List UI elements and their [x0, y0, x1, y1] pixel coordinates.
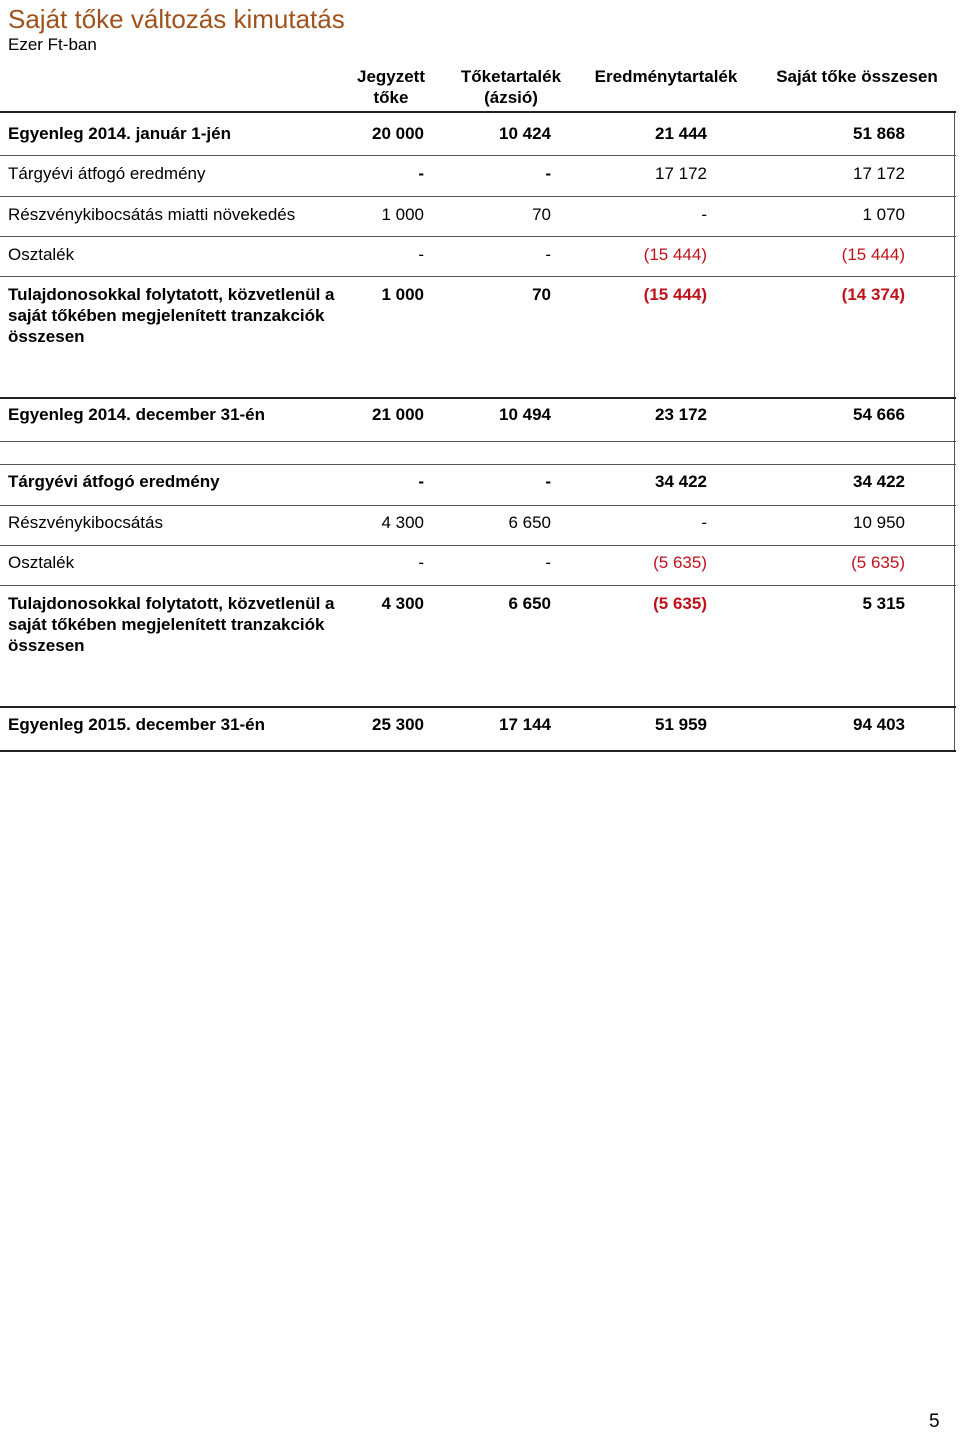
cell-eredmenytartalek: - [701, 513, 707, 532]
cell-toketartalek: 10 424 [499, 124, 551, 143]
divider [0, 750, 956, 752]
header-toketartalek: Tőketartalék (ázsió) [460, 67, 562, 107]
cell-toketartalek: 17 144 [499, 715, 551, 734]
cell-jegyzett-toke: - [418, 164, 424, 183]
cell-toketartalek: 6 650 [508, 594, 551, 613]
cell-toketartalek: - [545, 164, 551, 183]
cell-sajat-toke-osszesen: (14 374) [841, 285, 905, 304]
cell-eredmenytartalek: 34 422 [655, 472, 707, 491]
cell-toketartalek: - [545, 472, 551, 491]
cell-sajat-toke-osszesen: 51 868 [853, 124, 905, 143]
cell-jegyzett-toke: - [418, 553, 424, 572]
row-label: Osztalék [8, 245, 75, 264]
cell-toketartalek: 10 494 [499, 405, 551, 424]
cell-jegyzett-toke: - [418, 472, 424, 491]
row-label: Részvénykibocsátás [8, 513, 163, 532]
cell-sajat-toke-osszesen: (5 635) [851, 553, 905, 572]
row-label: Egyenleg 2014. december 31-én [8, 405, 266, 424]
row-label: Tárgyévi átfogó eredmény [8, 164, 206, 183]
cell-jegyzett-toke: 25 300 [372, 715, 424, 734]
cell-eredmenytartalek: (15 444) [643, 285, 707, 304]
cell-sajat-toke-osszesen: 5 315 [862, 594, 905, 613]
cell-eredmenytartalek: (15 444) [643, 245, 707, 264]
row-label: Részvénykibocsátás miatti növekedés [8, 205, 296, 224]
header-jegyzett-toke: Jegyzett tőke [356, 67, 426, 107]
cell-jegyzett-toke: 4 300 [381, 513, 424, 532]
divider [0, 111, 956, 113]
cell-sajat-toke-osszesen: 54 666 [853, 405, 905, 424]
cell-jegyzett-toke: 1 000 [381, 285, 424, 304]
divider [0, 505, 956, 506]
cell-sajat-toke-osszesen: 94 403 [853, 715, 905, 734]
page-title: Saját tőke változás kimutatás [8, 4, 345, 34]
cell-eredmenytartalek: 51 959 [655, 715, 707, 734]
divider [0, 155, 956, 156]
cell-eredmenytartalek: - [701, 205, 707, 224]
cell-toketartalek: - [545, 553, 551, 572]
divider [0, 464, 956, 465]
cell-toketartalek: 70 [532, 205, 551, 224]
cell-jegyzett-toke: 4 300 [381, 594, 424, 613]
cell-toketartalek: 70 [532, 285, 551, 304]
row-label: Egyenleg 2015. december 31-én [8, 715, 266, 734]
cell-sajat-toke-osszesen: 1 070 [862, 205, 905, 224]
page-number: 5 [929, 1411, 940, 1432]
cell-jegyzett-toke: 20 000 [372, 124, 424, 143]
cell-toketartalek: 6 650 [508, 513, 551, 532]
cell-sajat-toke-osszesen: (15 444) [841, 245, 905, 264]
cell-jegyzett-toke: - [418, 245, 424, 264]
cell-eredmenytartalek: (5 635) [653, 594, 707, 613]
divider [0, 196, 956, 197]
cell-eredmenytartalek: 23 172 [655, 405, 707, 424]
divider [0, 397, 956, 399]
cell-jegyzett-toke: 21 000 [372, 405, 424, 424]
row-label: Osztalék [8, 553, 75, 572]
cell-jegyzett-toke: 1 000 [381, 205, 424, 224]
row-label: Egyenleg 2014. január 1-jén [8, 124, 231, 143]
cell-sajat-toke-osszesen: 10 950 [853, 513, 905, 532]
cell-sajat-toke-osszesen: 34 422 [853, 472, 905, 491]
cell-toketartalek: - [545, 245, 551, 264]
cell-eredmenytartalek: 21 444 [655, 124, 707, 143]
unit-subtitle: Ezer Ft-ban [8, 35, 97, 54]
row-label: Tulajdonosokkal folytatott, közvetlenül a saját tőkében megjelenített tranzakciók összesen [8, 285, 335, 346]
cell-eredmenytartalek: (5 635) [653, 553, 707, 572]
cell-eredmenytartalek: 17 172 [655, 164, 707, 183]
table-right-border [954, 111, 955, 752]
cell-sajat-toke-osszesen: 17 172 [853, 164, 905, 183]
divider [0, 585, 956, 586]
divider [0, 441, 956, 442]
divider [0, 545, 956, 546]
divider [0, 706, 956, 708]
header-sajat-toke-osszesen: Saját tőke összesen [776, 67, 938, 86]
row-label: Tulajdonosokkal folytatott, közvetlenül a saját tőkében megjelenített tranzakciók összesen [8, 594, 335, 655]
divider [0, 276, 956, 277]
header-eredmenytartalek: Eredménytartalék [594, 67, 738, 86]
divider [0, 236, 956, 237]
row-label: Tárgyévi átfogó eredmény [8, 472, 220, 491]
